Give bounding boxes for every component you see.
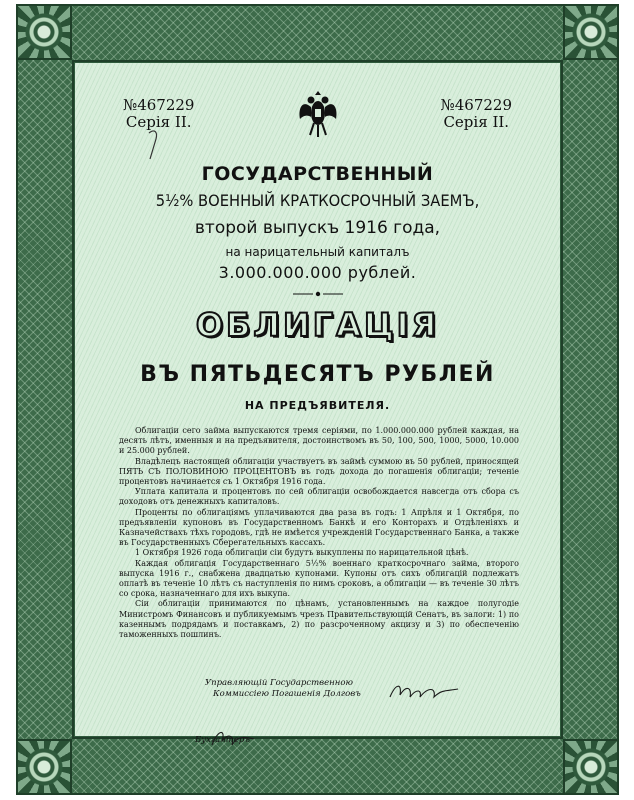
terms-paragraph: Уплата капитала и процентовъ по сей облигаціи освобождается навсегда отъ сбора съ доходовъ отъ денежныхъ капиталовъ.	[119, 487, 519, 507]
manager-signature	[388, 679, 460, 705]
accountant-title: Бухгалтеръ	[195, 735, 250, 745]
serial-number: №467229	[440, 96, 512, 114]
bond-certificate	[16, 4, 619, 795]
terms-paragraph: Проценты по облигаціямъ уплачиваются два раза въ годъ: 1 Апрѣля и 1 Октября, по предъявленіи купоновъ въ Государственномъ Банкѣ и его Конторахъ и Отдѣленіяхъ и Казначействахъ тѣхъ городовъ, гдѣ не имѣется учрежденій Государственнаго Банка, а также въ Государственныхъ Сберегательныхъ кассахъ.	[119, 507, 519, 548]
terms-paragraph: Сіи облигаціи принимаются по цѣнамъ, установленнымъ на каждое полугодіе Министромъ Финансовъ и публикуемымъ чрезъ Правительствующій Сенатъ, въ залоги: 1) по казеннымъ подрядамъ и поставкамъ, 2) по разсроченному акцизу и 3) по обеспеченію таможенныхъ пошлинъ.	[119, 599, 519, 640]
accountant-signature	[208, 725, 258, 753]
heading-line-2: 5½% ВОЕННЫЙ КРАТКОСРОЧНЫЙ ЗАЕМЪ,	[155, 191, 480, 210]
document-title: ОБЛИГАЦІЯ	[195, 306, 440, 344]
heading-line-4: на нарицательный капиталъ	[225, 245, 410, 259]
manager-title-line-2: Коммиссіею Погашенія Долговъ	[213, 689, 361, 699]
terms-text	[119, 426, 519, 640]
corner-rosette	[563, 4, 619, 60]
terms-paragraph: Каждая облигація Государственнаго 5½% военнаго краткосрочнаго займа, второго выпуска 1916 г., снабжена двадцатью купонами. Купоны отъ сихъ облигацій подлежатъ оплатѣ въ теченіе 10 лѣтъ съ наступленія по нимъ сроковъ, а облигаціи — въ теченіе 30 лѣтъ со срока, назначеннаго для ихъ выкупа.	[119, 558, 519, 599]
terms-paragraph: Облигаціи сего займа выпускаются тремя серіями, по 1.000.000.000 рублей каждая, на десять лѣтъ, именныя и на предъявителя, достоинствомъ въ 50, 100, 500, 1000, 5000, 10.000 и 25.000 рублей.	[119, 426, 519, 456]
terms-paragraph: Владѣлецъ настоящей облигаціи участвуетъ въ займѣ суммою въ 50 рублей, приносящей ПЯТЬ СЪ ПОЛОВИНОЮ ПРОЦЕНТОВЪ въ годъ дохода до погашенія облигаціи; теченіе процентовъ начинается съ 1 Октября 1916 года.	[119, 456, 519, 487]
heading-line-3: второй выпускъ 1916 года,	[194, 218, 441, 238]
bearer-label: НА ПРЕДЪЯВИТЕЛЯ.	[244, 399, 391, 412]
serial-number: №467229	[123, 96, 195, 114]
double-headed-eagle-emblem	[296, 85, 340, 139]
denomination: ВЪ ПЯТЬДЕСЯТЪ РУБЛЕЙ	[140, 362, 495, 387]
series-label: Серія II.	[125, 113, 192, 131]
serial-block-right	[441, 97, 512, 131]
corner-rosette	[16, 4, 72, 60]
corner-rosette	[563, 739, 619, 795]
corner-rosette	[16, 739, 72, 795]
terms-paragraph: 1 Октября 1926 года облигаціи сіи будутъ выкуплены по нарицательной цѣнѣ.	[135, 548, 469, 558]
heading-line-5: 3.000.000.000 рублей.	[218, 263, 417, 282]
certificate-field	[74, 62, 561, 745]
ornament-divider	[293, 291, 343, 297]
series-label: Серія II.	[443, 113, 510, 131]
serial-block-left	[123, 97, 194, 131]
heading-line-1: ГОСУДАРСТВЕННЫЙ	[201, 163, 434, 185]
manager-title	[205, 678, 361, 700]
manager-title-line-1: Управляющій Государственною	[205, 678, 353, 688]
